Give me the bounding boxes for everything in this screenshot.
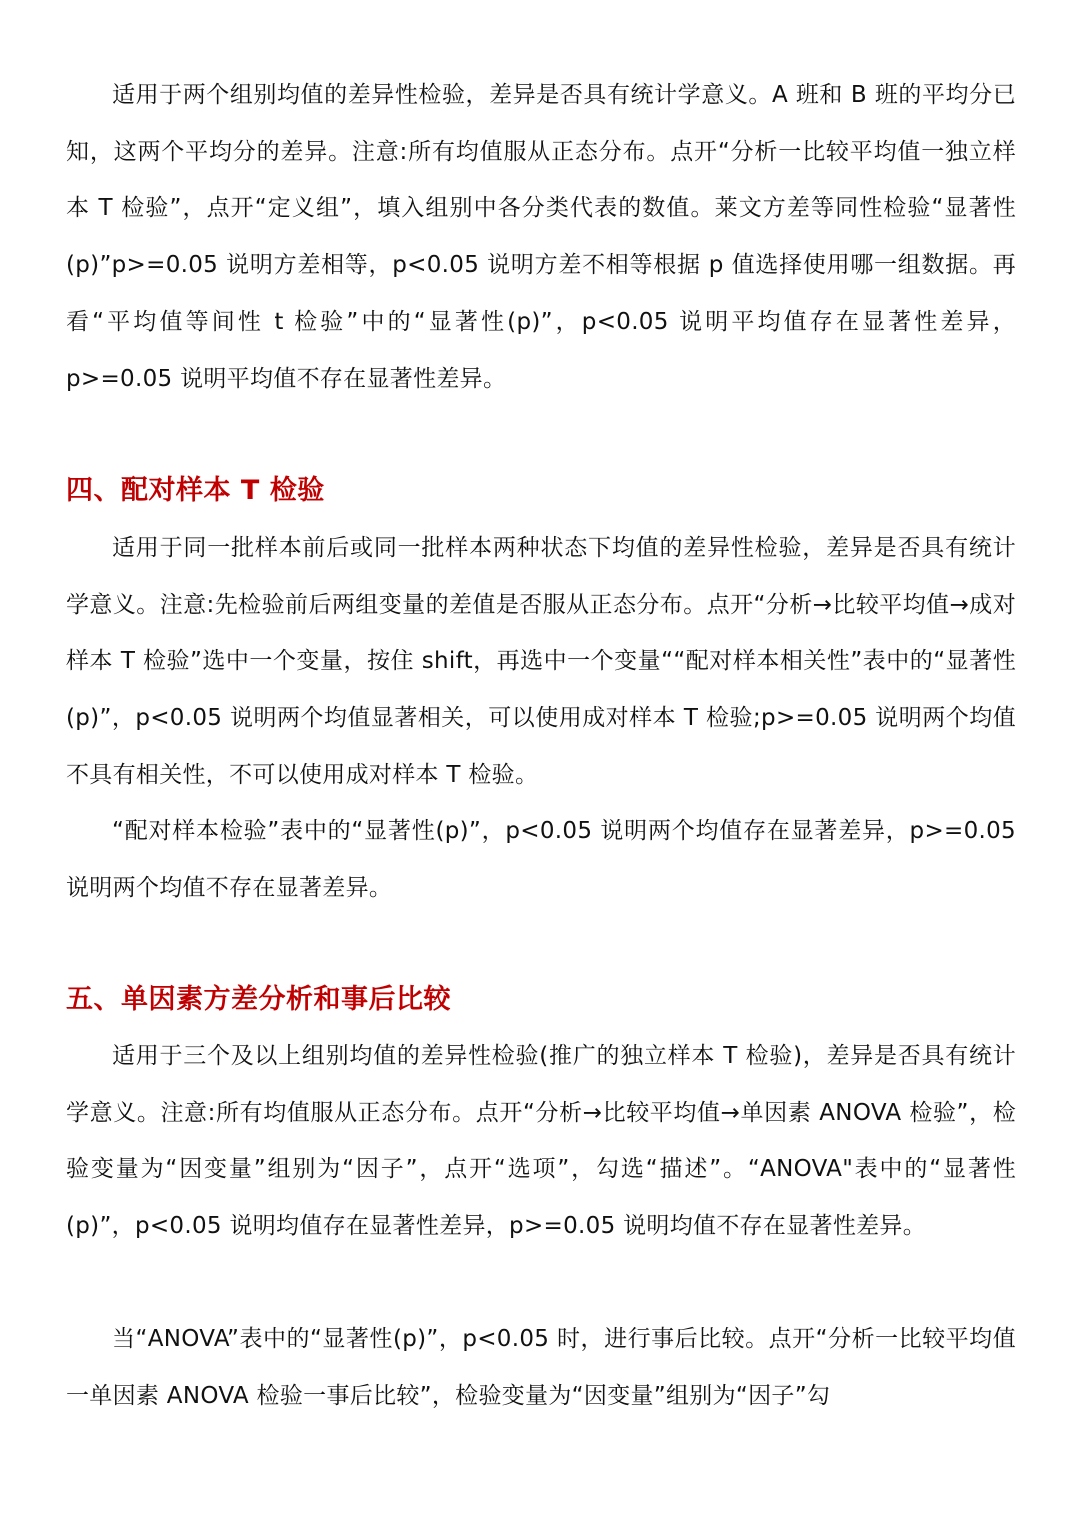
paragraph-independent-t-test: 适用于两个组别均值的差异性检验，差异是否具有统计学意义。A 班和 B 班的平均分已知，这两个平均分的差异。注意:所有均值服从正态分布。点开“分析一比较平均值一独立样本 T 检验”，点开“定义组”，填入组别中各分类代表的数值。莱文方差等同性检验“显著性(p)”p>=0.05 说明方差相等，p<0.05 说明方差不相等根据 p 值选择使用哪一组数据。再看“平均值等间性 t 检验”中的“显著性(p)”，p<0.05 说明平均值存在显著性差异，p>=0.05 说明平均值不存在显著性差异。 [66,82,1016,392]
section-heading-paired-t-test: 四、配对样本 T 检验 [66,475,325,506]
section-heading-one-way-anova: 五、单因素方差分析和事后比较 [66,984,451,1015]
paragraph-paired-t-test-intro: 适用于同一批样本前后或同一批样本两种状态下均值的差异性检验，差异是否具有统计学意义。注意:先检验前后两组变量的差值是否服从正态分布。点开“分析→比较平均值→成对样本 T 检验”选中一个变量，按住 shift，再选中一个变量““配对样本相关性”表中的“显著性(p)”，p<0.05 说明两个均值显著相关，可以使用成对样本 T 检验;p>=0.05 说明两个均值不具有相关性，不可以使用成对样本 T 检验。 [66,535,1016,788]
paragraph-anova-intro: 适用于三个及以上组别均值的差异性检验(推广的独立样本 T 检验)，差异是否具有统计学意义。注意:所有均值服从正态分布。点开“分析→比较平均值→单因素 ANOVA 检验”，检验变量为“因变量”组别为“因子”，点开“选项”，勾选“描述”。“ANOVA"表中的“显著性(p)”，p<0.05 说明均值存在显著性差异，p>=0.05 说明均值不存在显著性差异。 [66,1043,1016,1240]
paragraph-paired-t-test-result: “配对样本检验”表中的“显著性(p)”，p<0.05 说明两个均值存在显著差异，p>=0.05 说明两个均值不存在显著差异。 [66,818,1016,901]
paragraph-anova-post-hoc: 当“ANOVA”表中的“显著性(p)”，p<0.05 时，进行事后比较。点开“分析一比较平均值一单因素 ANOVA 检验一事后比较”，检验变量为“因变量”组别为“因子”勾 [66,1326,1016,1409]
